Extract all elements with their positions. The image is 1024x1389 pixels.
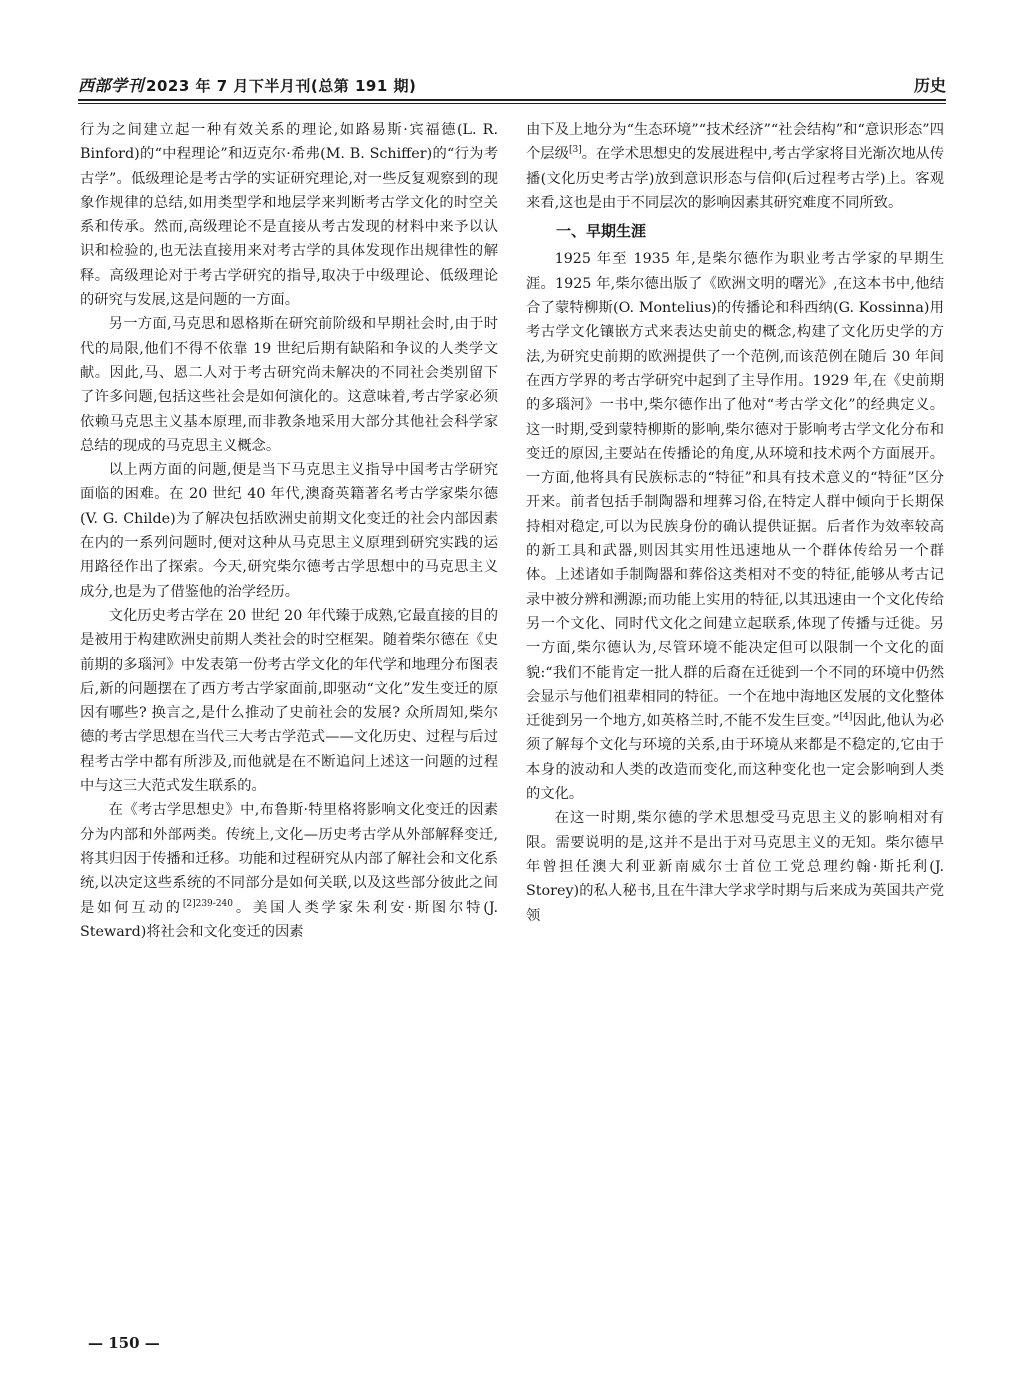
- citation: [4]: [839, 712, 853, 723]
- paragraph: [526, 247, 944, 806]
- page-number: — 150 —: [88, 1334, 160, 1352]
- paragraph: 行为之间建立起一种有效关系的理论,如路易斯·宾福德(L. R. Binford)的“中程理论”和迈克尔·希弗(M. B. Schiffer)的“行为考古学”。低级理论是考古学的实证研究理论,对一些反复观察到的现象作规律的总结,如用类型学和地层学来判断考古学文化的时空关系和传承。然而,高级理论不是直接从考古发现的材料中来予以认识和检验的,也无法直接用来对考古学的具体发现作出规律性的解释。高级理论对于考古学研究的指导,取决于中级理论、低级理论的研究与发展,这是问题的一方面。: [80, 122, 498, 309]
- paragraph: 在这一时期,柴尔德的学术思想受马克思主义的影响相对有限。需要说明的是,这并不是出于对马克思主义的无知。柴尔德早年曾担任澳大利亚新南威尔士首位工党总理约翰·斯托利(J. Storey)的私人秘书,且在牛津大学求学时期与后来成为英国共产党领: [526, 810, 944, 924]
- paragraph-text: 美国人类学家朱利安·斯图尔特(J. Steward)将社会和文化变迁的因素: [80, 899, 499, 940]
- right-column: [526, 118, 944, 928]
- paragraph-text: 因此,他认为必须了解每个文化与环境的关系,由于环境从来都是不稳定的,它由于本身的波动和人类的改造而变化,而这种变化也一定会影响到人类的文化。: [526, 713, 945, 803]
- citation: [2]239-240: [182, 898, 234, 909]
- page-header: [78, 68, 946, 96]
- section-label: 历史: [913, 76, 946, 95]
- citation: [3]: [568, 145, 582, 156]
- journal-logo: 西部学刊: [78, 76, 145, 95]
- header-rule: [78, 99, 946, 101]
- paragraph: [526, 118, 944, 215]
- paragraph: 文化历史考古学在 20 世纪 20 年代臻于成熟,它最直接的目的是被用于构建欧洲史前期人类社会的时空框架。随着柴尔德在《史前期的多瑙河》中发表第一份考古学文化的年代学和地理分布图表后,新的问题摆在了西方考古学家面前,即驱动“文化”发生变迁的原因有哪些? 换言之,是什么推动了史前社会的发展? 众所周知,柴尔德的考古学思想在当代三大考古学范式——文化历史、过程与后过程考古学中都有所涉及,而他就是在不断追问上述这一问题的过程中与这三大范式发生联系的。: [80, 607, 498, 795]
- header-rule-thin: [78, 103, 946, 104]
- paragraph-text: 在《考古学思想史》中,布鲁斯·特里格将影响文化变迁的因素分为内部和外部两类。传统上,文化—历史考古学从外部解释变迁,将其归因于传播和迁移。功能和过程研究从内部了解社会和文化系统,以决定这些系统的不同部分是如何关联,以及这些部分彼此之间是如何互动的: [80, 802, 498, 916]
- paragraph-text: 由下及上地分为“生态环境”“技术经济”“社会结构”和“意识形态”四个层级: [526, 122, 944, 163]
- left-column: [80, 118, 498, 944]
- paragraph: 在《考古学思想史》中,布鲁斯·特里格将影响文化变迁的因素分为内部和外部两类。传统上,文化—历史考古学从外部解释变迁,将其归因于传播和迁移。功能和过程研究从内部了解社会和文化系统,以决定这些系统的不同部分是如何关联,以及这些部分彼此之间是如何互动的$^{[2]239-240}$。美国人类学家朱利安·斯图尔特(J. Steward)将社会和文化变迁的因素: [80, 802, 499, 940]
- paragraph: 以上两方面的问题,便是当下马克思主义指导中国考古学研究面临的困难。在 20 世纪 40 年代,澳裔英籍著名考古学家柴尔德(V. G. Childe)为了解决包括欧洲史前期文化变迁的社会内部因素在内的一系列问题时,便对这种从马克思主义原理到研究实践的运用路径作出了探索。今天,研究柴尔德考古学思想中的马克思主义成分,也是为了借鉴他的治学经历。: [80, 462, 498, 600]
- paragraph: 另一方面,马克思和恩格斯在研究前阶级和早期社会时,由于时代的局限,他们不得不依靠 19 世纪后期有缺陷和争议的人类学文献。因此,马、恩二人对于考古研究尚未解决的不同社会类别留下了许多问题,包括这些社会是如何演化的。这意味着,考古学家必须依赖马克思主义基本原理,而非教条地采用大部分其他社会科学家总结的现成的马克思主义概念。: [80, 316, 498, 454]
- journal-issue: [78, 73, 416, 96]
- section-heading: 一、早期生涯: [556, 222, 647, 241]
- paragraph-text: 。在学术思想史的发展进程中,考古学家将目光渐次地从传播(文化历史考古学)放到意识形态与信仰(后过程考古学)上。客观来看,这也是由于不同层次的影响因素其研究难度不同所致。: [526, 146, 945, 211]
- paragraph-text: 1925 年至 1935 年,是柴尔德作为职业考古学家的早期生涯。1925 年,柴尔德出版了《欧洲文明的曙光》,在这本书中,他结合了蒙特柳斯(O. Montelius)的传播论和科西纳(G. Kossinna)用考古学文化镶嵌方式来表达史前史的概念,构建了文化历史学的方法,为研究史前期的欧洲提供了一个范例,而该范例在随后 30 年间在西方学界的考古学研究中起到了主导作用。1929 年,在《史前期的多瑙河》一书中,柴尔德作出了他对“考古学文化”的经典定义。这一时期,受到蒙特柳斯的影响,柴尔德对于影响考古学文化分布和变迁的原因,主要站在传播论的角度,从环境和技术两个方面展开。一方面,他将具有民族标志的“特征”和具有技术意义的“特征”区分开来。前者包括手制陶器和埋葬习俗,在特定人群中倾向于长期保持相对稳定,可以为民族身份的确认提供证据。后者作为效率较高的新工具和武器,则因其实用性迅速地从一个群体传给另一个群体。上述诸如手制陶器和葬俗这类相对不变的特征,能够从考古记录中被分辨和溯源;而功能上实用的特征,以其迅速由一个文化传给另一个文化、同时代文化之间建立起联系,体现了传播与迁徙。另一方面,柴尔德认为,尽管环境不能决定但可以限制一个文化的面貌:“我们不能肯定一批人群的后裔在迁徙到一个不同的环境中仍然会显示与他们祖辈相同的特征。一个在地中海地区发展的文化整体迁徙到另一个地方,如英格兰时,不能不发生巨变。”: [526, 251, 944, 730]
- issue-text: 2023 年 7 月下半月刊(总第 191 期): [146, 77, 417, 95]
